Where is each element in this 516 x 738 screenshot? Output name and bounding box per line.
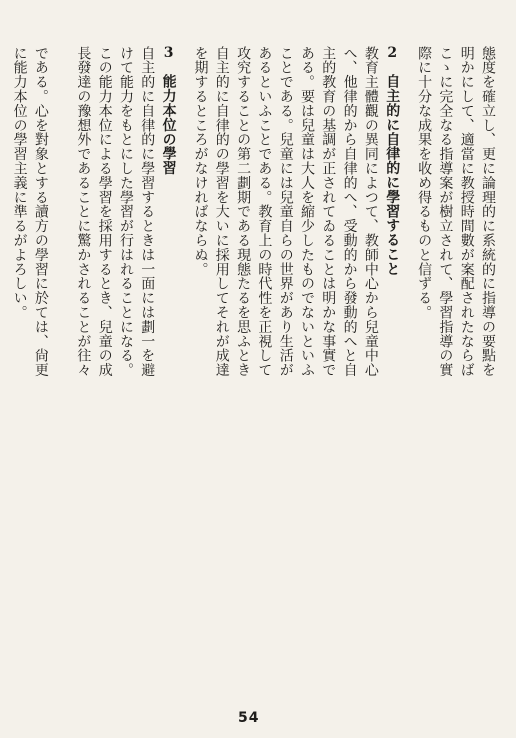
text-line: である。心を對象とする讀方の學習に於ては、尙更: [32, 46, 49, 378]
text-line: へ、他律的から自律的へ、受動的から發動的へと自: [341, 46, 358, 378]
text-line: 明かにして、適當に教授時間數が案配されたならば: [458, 46, 475, 378]
text-line: に能力本位の學習主義に準るがよろしい。: [11, 46, 28, 320]
text-line: ある。要は兒童は大人を縮少したものでないといふ: [299, 46, 315, 378]
text-line: けて能力をもとにした學習が行はれることになる。: [118, 46, 134, 378]
text-line: 際に十分な成果を收め得るものと信ずる。: [416, 46, 433, 320]
text-line: 自主的に自律的に學習するときは一面には劃一を避: [139, 46, 156, 378]
text-line: この能力本位による學習を採用するとき、兒童の成: [96, 46, 113, 378]
text-line: 自主的に自律的の學習を大いに採用してそれが成達: [213, 46, 230, 378]
section-number: 2: [387, 46, 398, 60]
text-line: 長發達の豫想外であることに驚かされることが往々: [75, 46, 92, 378]
text-line: 態度を確立し、更に論理的に系統的に指導の要點を: [480, 46, 496, 378]
text-line: 主的教育の基調が正されてゐることは明かな事實で: [320, 46, 337, 378]
section-title: 自主的に自律的に學習すること: [384, 74, 401, 277]
section-heading: [382, 46, 401, 276]
text-line: を期するところがなければならぬ。: [192, 46, 209, 277]
text-line: 教育主體觀の異同によつて、教師中心から兒童中心: [362, 46, 379, 378]
text-line: こゝに完全なる指導案が樹立されて、學習指導の實: [437, 46, 454, 378]
text-line: あるといふことである。教育上の時代性を正視して: [256, 46, 273, 378]
page-number: 54: [238, 710, 260, 726]
section-heading: [159, 46, 178, 175]
section-number: 3: [163, 46, 174, 60]
section-title: 能力本位の學習: [160, 74, 177, 176]
text-line: ことである。兒童には兒童自らの世界があり生活が: [277, 46, 294, 378]
text-line: 攻究することの第二劃期である現態たるを思ふとき: [235, 46, 252, 378]
